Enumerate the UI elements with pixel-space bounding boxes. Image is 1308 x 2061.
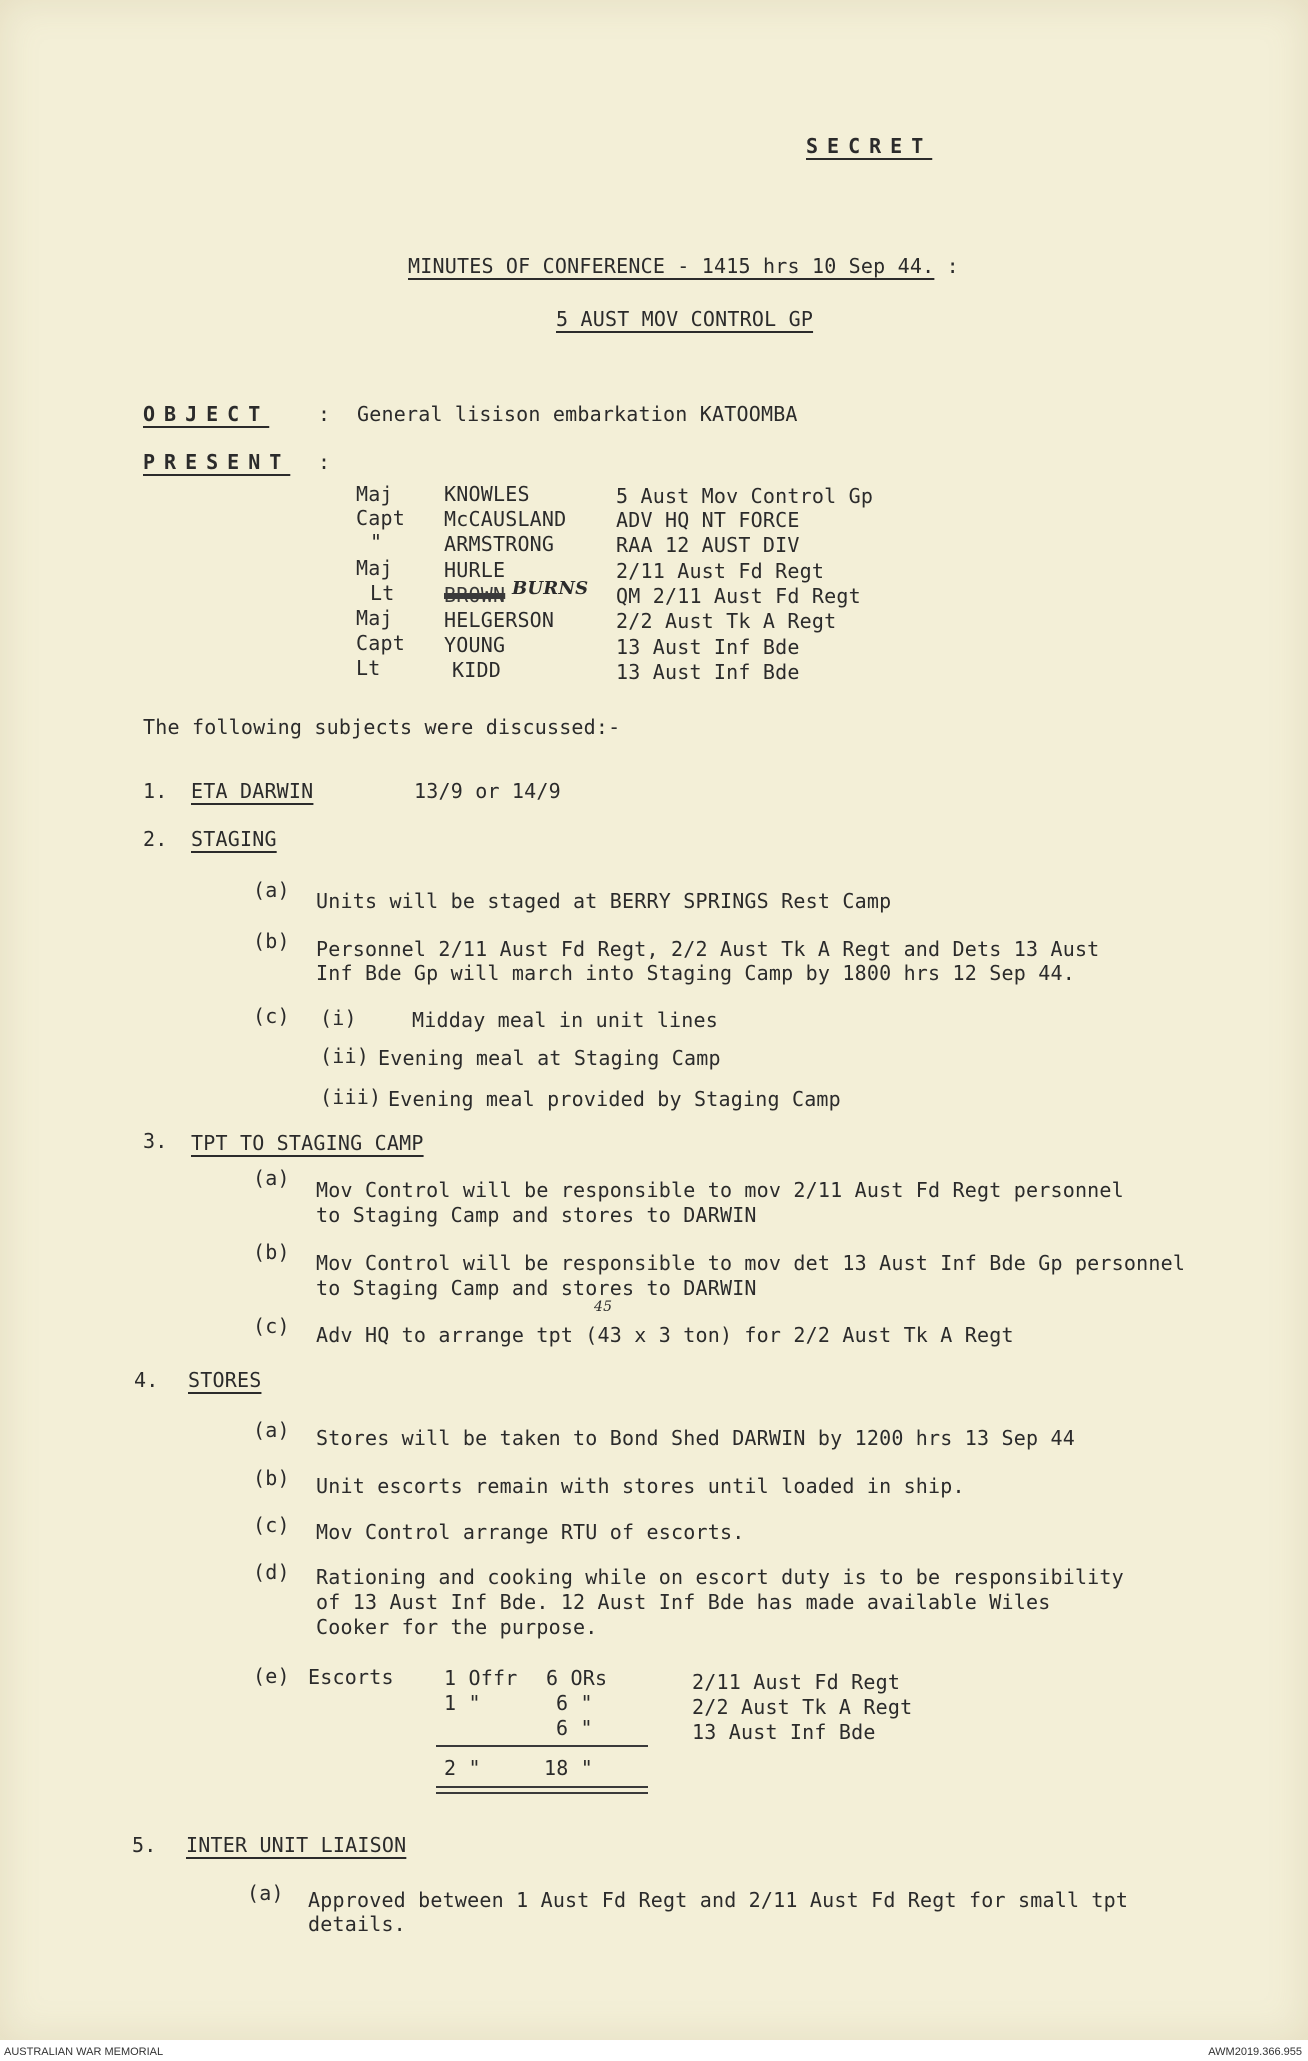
attendee-rank: Maj — [356, 482, 393, 506]
escort-ors: 6 " — [556, 1716, 593, 1740]
sub-text: Cooker for the purpose. — [316, 1615, 598, 1639]
sub-label: (b) — [253, 1240, 290, 1264]
sub-label: (a) — [247, 1881, 284, 1905]
item-number: 5. — [132, 1833, 157, 1857]
item-heading: INTER UNIT LIAISON — [186, 1833, 407, 1857]
document-title-text: MINUTES OF CONFERENCE - 1415 hrs 10 Sep 44. — [408, 254, 935, 278]
attendee-unit: 13 Aust Inf Bde — [616, 660, 800, 684]
sub-text: Unit escorts remain with stores until loaded in ship. — [316, 1474, 965, 1498]
title-colon: : — [946, 254, 959, 278]
object-label: OBJECT — [143, 402, 270, 426]
item-number: 2. — [143, 827, 168, 851]
attendee-unit: QM 2/11 Aust Fd Regt — [616, 584, 861, 608]
attendee-unit: 5 Aust Mov Control Gp — [616, 484, 874, 508]
object-sep: : — [318, 402, 331, 426]
attendee-rank: Maj — [356, 556, 393, 580]
sub-label: (e) — [253, 1664, 290, 1688]
classification-mark: SECRET — [806, 134, 933, 158]
item-number: 1. — [143, 779, 168, 803]
attendee-rank: " — [370, 530, 383, 554]
attendee-rank: Capt — [356, 631, 405, 655]
sub-text: Midday meal in unit lines — [412, 1008, 719, 1032]
sub-label: (c) — [253, 1513, 290, 1537]
attendee-name-correction: BURNS — [512, 578, 589, 599]
attendee-rank: Capt — [356, 506, 405, 530]
handwritten-annotation: 45 — [594, 1299, 613, 1315]
attendee-unit: RAA 12 AUST DIV — [616, 533, 800, 557]
escort-unit: 2/2 Aust Tk A Regt — [692, 1695, 913, 1719]
escort-officers: 1 " — [444, 1691, 481, 1715]
attendee-name: YOUNG — [444, 633, 506, 657]
sub-text: Mov Control will be responsible to mov det 13 Aust Inf Bde Gp personnel — [316, 1251, 1186, 1275]
eta-value: 13/9 or 14/9 — [414, 779, 561, 803]
sub-text: Approved between 1 Aust Fd Regt and 2/11 Aust Fd Regt for small tpt — [308, 1888, 1129, 1912]
present-sep: : — [318, 450, 331, 474]
escort-unit: 2/11 Aust Fd Regt — [692, 1670, 901, 1694]
sub-label: (c) — [253, 1314, 290, 1338]
attendee-unit: 2/2 Aust Tk A Regt — [616, 609, 837, 633]
escort-ors: 6 " — [556, 1691, 593, 1715]
sub-sub-label: (i) — [320, 1006, 357, 1030]
attendee-unit: 13 Aust Inf Bde — [616, 635, 800, 659]
double-rule-top — [436, 1786, 648, 1788]
sub-text: Personnel 2/11 Aust Fd Regt, 2/2 Aust Tk A Regt and Dets 13 Aust — [316, 937, 1100, 961]
sub-text: to Staging Camp and stores to DARWIN — [316, 1203, 757, 1227]
footer-source: AUSTRALIAN WAR MEMORIAL — [4, 2046, 164, 2058]
item-number: 4. — [134, 1368, 159, 1392]
double-rule-bottom — [436, 1792, 648, 1794]
attendee-unit: ADV HQ NT FORCE — [616, 508, 800, 532]
sub-text: Adv HQ to arrange tpt (43 x 3 ton) for 2/2 Aust Tk A Regt — [316, 1323, 1014, 1347]
sub-text: Rationing and cooking while on escort duty is to be responsibility — [316, 1565, 1124, 1589]
escort-officers: 1 Offr — [444, 1666, 518, 1690]
sub-text: details. — [308, 1912, 406, 1936]
object-value: General lisison embarkation KATOOMBA — [357, 402, 798, 426]
sub-text: Mov Control will be responsible to mov 2/11 Aust Fd Regt personnel — [316, 1178, 1124, 1202]
intro-text: The following subjects were discussed:- — [143, 715, 621, 739]
footer-bar — [0, 2044, 1308, 2061]
sub-label: (d) — [253, 1560, 290, 1584]
sub-text: to Staging Camp and stores to DARWIN — [316, 1276, 757, 1300]
attendee-name: McCAUSLAND — [444, 507, 567, 531]
item-heading: TPT TO STAGING CAMP — [191, 1131, 424, 1155]
item-heading: ETA DARWIN — [191, 779, 314, 803]
sub-label: (b) — [253, 929, 290, 953]
item-heading: STAGING — [191, 827, 277, 851]
escort-unit: 13 Aust Inf Bde — [692, 1720, 876, 1744]
sub-text: Stores will be taken to Bond Shed DARWIN by 1200 hrs 13 Sep 44 — [316, 1426, 1075, 1450]
escort-ors: 6 ORs — [546, 1666, 608, 1690]
sub-label: (b) — [253, 1466, 290, 1490]
item-number: 3. — [143, 1129, 168, 1153]
sub-label: (a) — [253, 878, 290, 902]
sub-text: Evening meal at Staging Camp — [378, 1046, 721, 1070]
attendee-name-struck: BROWN — [444, 583, 506, 607]
attendee-unit: 2/11 Aust Fd Regt — [616, 559, 825, 583]
attendee-rank: Lt — [356, 656, 381, 680]
attendee-name: HURLE — [444, 558, 506, 582]
footer-reference: AWM2019.366.955 — [1208, 2046, 1302, 2058]
attendee-rank: Lt — [370, 581, 395, 605]
sub-sub-label: (iii) — [320, 1085, 382, 1109]
sub-text: Evening meal provided by Staging Camp — [388, 1087, 841, 1111]
unit-title: 5 AUST MOV CONTROL GP — [556, 307, 814, 331]
sub-text: Inf Bde Gp will march into Staging Camp by 1800 hrs 12 Sep 44. — [316, 961, 1075, 985]
sub-label: (c) — [253, 1004, 290, 1028]
item-heading: STORES — [188, 1368, 262, 1392]
sub-text: Mov Control arrange RTU of escorts. — [316, 1520, 745, 1544]
sub-sub-label: (ii) — [320, 1044, 369, 1068]
attendee-rank: Maj — [356, 606, 393, 630]
present-label: PRESENT — [143, 450, 291, 474]
sub-label: (a) — [253, 1418, 290, 1442]
attendee-name: KIDD — [452, 658, 501, 682]
attendee-name: KNOWLES — [444, 482, 530, 506]
escort-total-officers: 2 " — [444, 1756, 481, 1780]
document-title — [408, 256, 959, 276]
sub-label: (a) — [253, 1166, 290, 1190]
escort-total-ors: 18 " — [544, 1756, 593, 1780]
escorts-title: Escorts — [308, 1665, 394, 1689]
attendee-name: ARMSTRONG — [444, 532, 555, 556]
total-rule — [436, 1745, 648, 1747]
attendee-name: HELGERSON — [444, 608, 555, 632]
sub-text: Units will be staged at BERRY SPRINGS Rest Camp — [316, 889, 892, 913]
sub-text: of 13 Aust Inf Bde. 12 Aust Inf Bde has made available Wiles — [316, 1590, 1051, 1614]
